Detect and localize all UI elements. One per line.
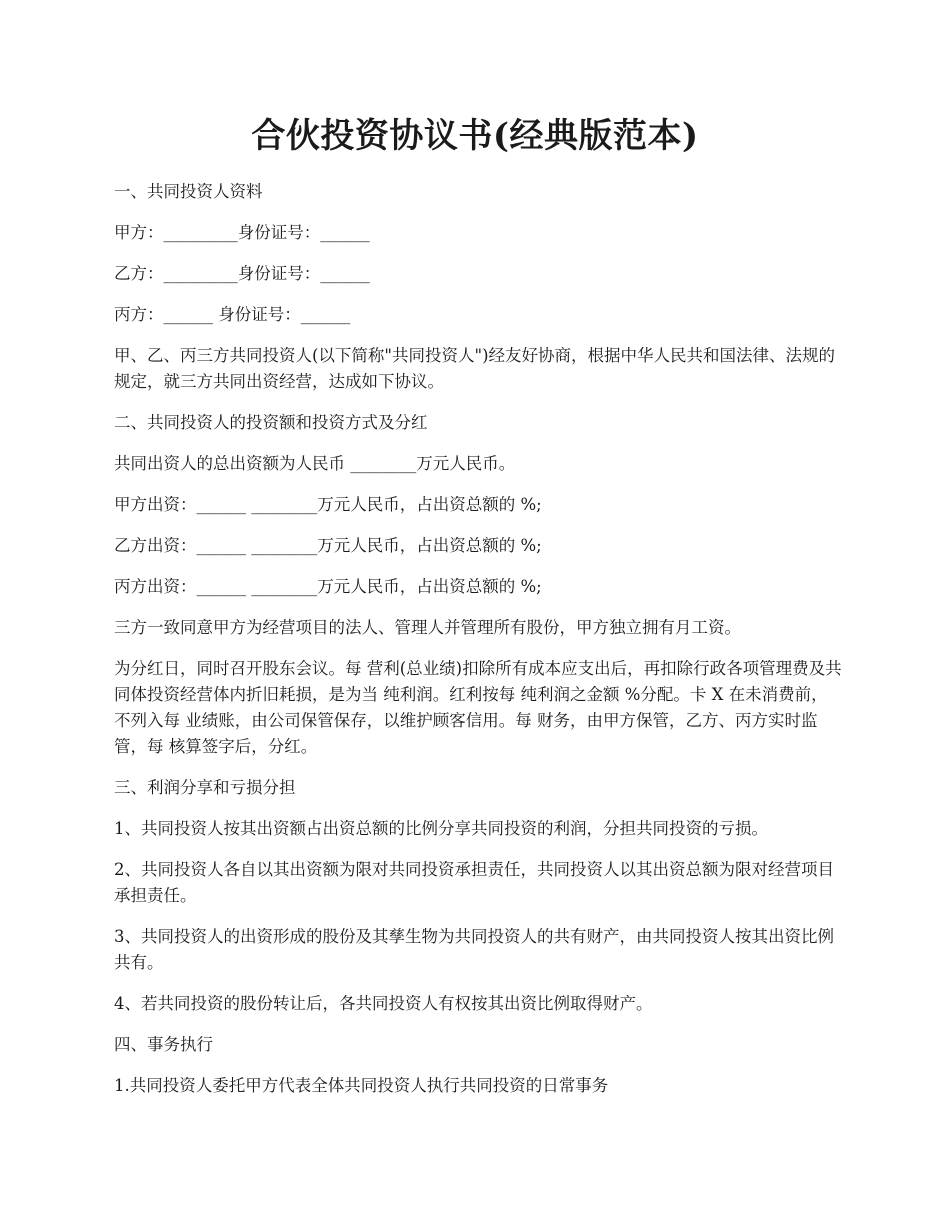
total-investment-line: 共同出资人的总出资额为人民币 ________万元人民币。 [114, 454, 516, 473]
party-b-line: 乙方：_________身份证号：______ [114, 264, 370, 283]
clause-3-3: 3、共同投资人的出资形成的股份及其孳生物为共同投资人的共有财产，由共同投资人按其出资比例共有。 [114, 927, 834, 972]
clause-3-2: 2、共同投资人各自以其出资额为限对共同投资承担责任，共同投资人以其出资总额为限对经营项目承担责任。 [114, 860, 834, 905]
document-body [114, 179, 844, 1114]
section-heading-investment: 二、共同投资人的投资额和投资方式及分红 [114, 413, 428, 432]
dividend-paragraph: 为分红日，同时召开股东会议。每 营利(总业绩)扣除所有成本应支出后，再扣除行政各项管理费及共同体投资经营体内折旧耗损，是为当 纯利润。红利按每 纯利润之金额 %分配。卡 X 在未消费前，不列入每 业绩账，由公司保管保存，以维护顾客信用。每 财务，由甲方保管，乙方、丙方实时监管，每 核算签字后，分红。 [114, 659, 842, 756]
clause-4-1: 1.共同投资人委托甲方代表全体共同投资人执行共同投资的日常事务 [114, 1076, 609, 1095]
document-title: 合伙投资协议书(经典版范本) [251, 116, 699, 156]
party-c-investment-line: 丙方出资：______ ________万元人民币，占出资总额的 %; [114, 577, 542, 596]
preamble-paragraph: 甲、乙、丙三方共同投资人(以下简称"共同投资人")经友好协商，根据中华人民共和国法律、法规的规定，就三方共同出资经营，达成如下协议。 [114, 346, 836, 391]
section-heading-affairs: 四、事务执行 [114, 1035, 213, 1054]
clause-3-1: 1、共同投资人按其出资额占出资总额的比例分享共同投资的利润，分担共同投资的亏损。 [114, 819, 768, 838]
management-agreement-paragraph: 三方一致同意甲方为经营项目的法人、管理人并管理所有股份，甲方独立拥有月工资。 [114, 618, 741, 637]
party-a-investment-line: 甲方出资：______ ________万元人民币，占出资总额的 %; [114, 495, 542, 514]
party-b-investment-line: 乙方出资：______ ________万元人民币，占出资总额的 %; [114, 536, 542, 555]
party-a-line: 甲方：_________身份证号：______ [114, 223, 370, 242]
clause-3-4: 4、若共同投资的股份转让后，各共同投资人有权按其出资比例取得财产。 [114, 994, 653, 1013]
party-c-line: 丙方：______ 身份证号：______ [114, 305, 351, 324]
section-heading-profit-loss: 三、利润分享和亏损分担 [114, 778, 296, 797]
section-heading-investors: 一、共同投资人资料 [114, 182, 263, 201]
